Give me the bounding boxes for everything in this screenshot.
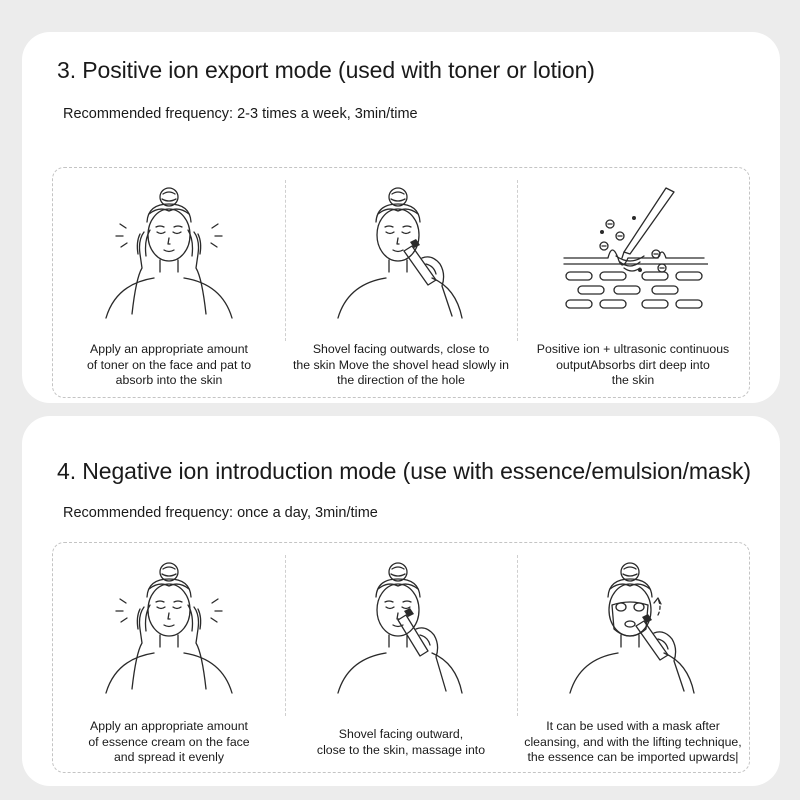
steps-panel bbox=[52, 542, 750, 773]
mode-title: 4. Negative ion introduction mode (use with essence/emulsion/mask) bbox=[57, 458, 751, 484]
step-2 bbox=[285, 168, 517, 397]
face-mask-lifting-illustration-icon bbox=[558, 555, 708, 695]
step-1 bbox=[53, 543, 285, 772]
step-3 bbox=[517, 543, 749, 772]
step-caption: Shovel facing outward, close to the skin, massage into bbox=[316, 727, 486, 757]
recommended-frequency: Recommended frequency: 2-3 times a week, 3min/time bbox=[63, 106, 418, 122]
face-scrubber-illustration-icon bbox=[326, 180, 476, 320]
negative-ion-mode-card bbox=[22, 416, 780, 786]
step-caption: Positive ion + ultrasonic continuous outputAbsorbs dirt deep into the skin bbox=[536, 342, 730, 387]
mode-title: 3. Positive ion export mode (used with toner or lotion) bbox=[57, 57, 595, 83]
recommended-frequency: Recommended frequency: once a day, 3min/time bbox=[63, 505, 378, 521]
step-caption: Shovel facing outwards, close to the skin Move the shovel head slowly in the direction of the hole bbox=[293, 342, 509, 387]
face-scrubber-illustration-icon bbox=[326, 555, 476, 695]
step-caption: Apply an appropriate amount of essence cream on the face and spread it evenly bbox=[88, 719, 250, 764]
step-caption: It can be used with a mask after cleansing, and with the lifting technique, the essence can be imported upwards| bbox=[524, 719, 742, 764]
step-3 bbox=[517, 168, 749, 397]
step-2 bbox=[285, 543, 517, 772]
positive-ion-mode-card bbox=[22, 32, 780, 403]
face-patting-illustration-icon bbox=[94, 180, 244, 320]
face-patting-illustration-icon bbox=[94, 555, 244, 695]
steps-panel bbox=[52, 167, 750, 398]
skin-ion-diagram-icon bbox=[558, 180, 708, 320]
step-caption: Apply an appropriate amount of toner on the face and pat to absorb into the skin bbox=[86, 342, 252, 387]
step-1 bbox=[53, 168, 285, 397]
